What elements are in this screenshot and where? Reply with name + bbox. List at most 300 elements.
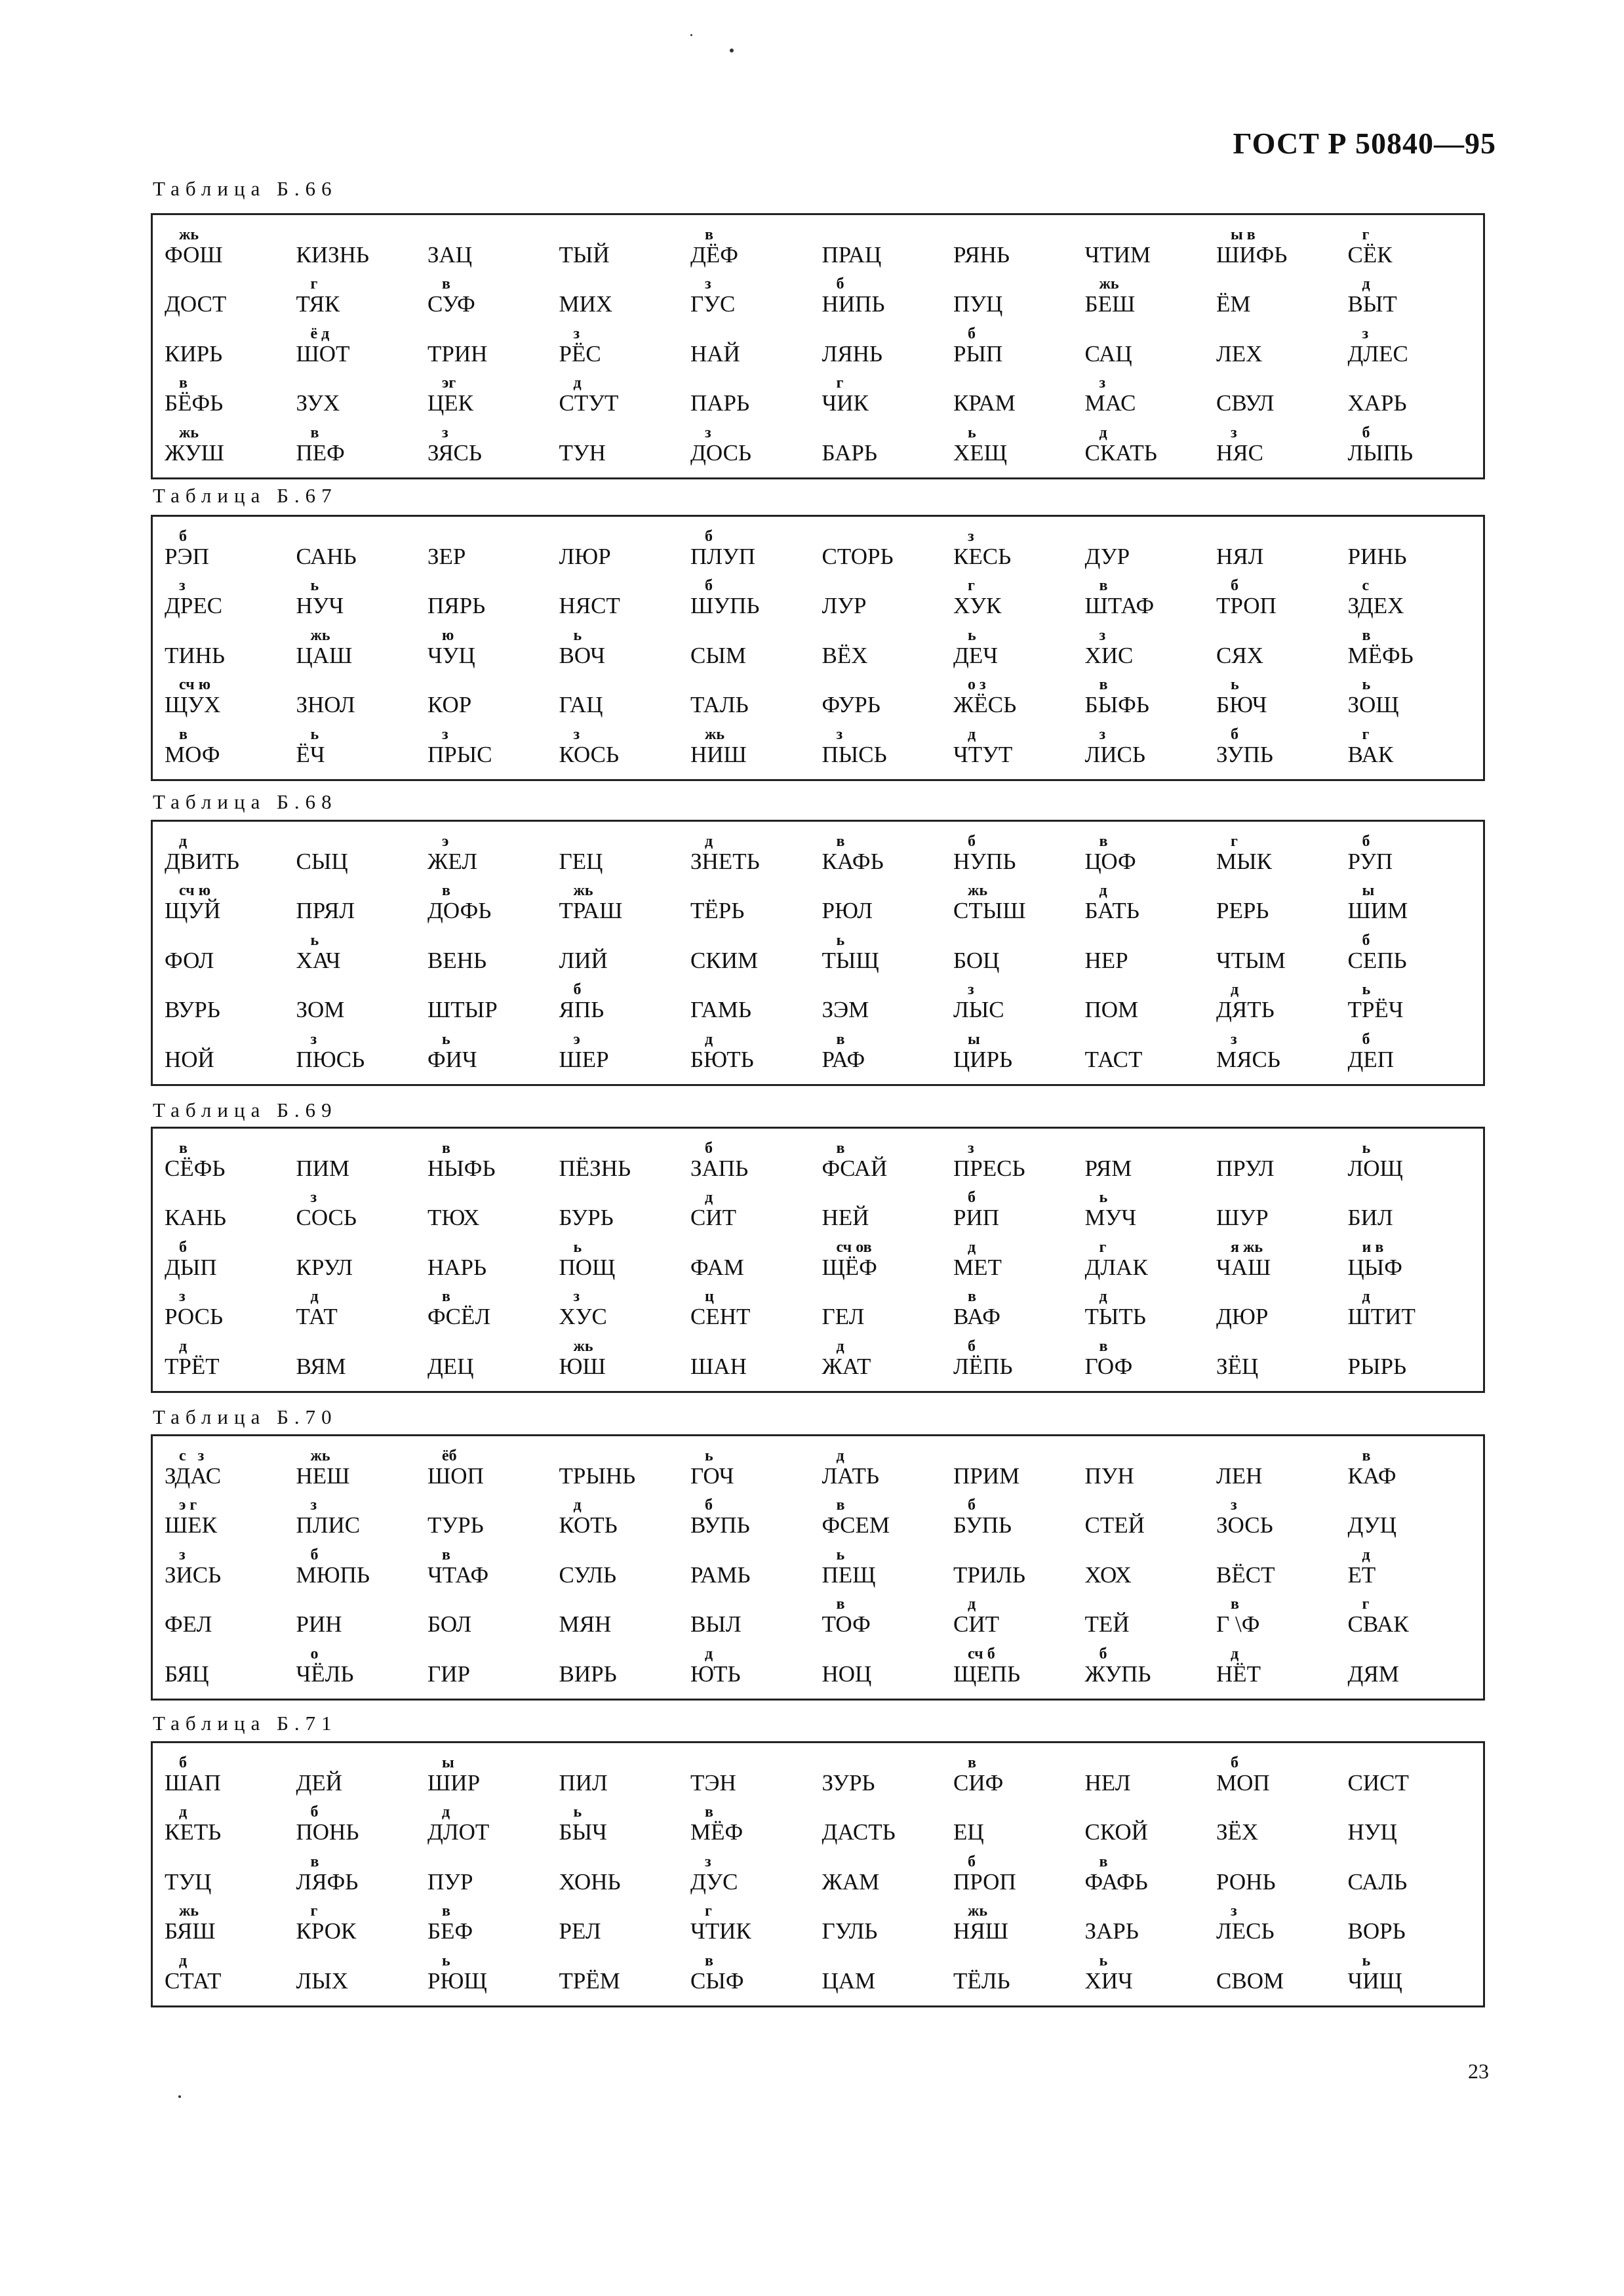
table-cell (1216, 1234, 1348, 1284)
test-syllable: ЦЕК (427, 390, 473, 416)
test-syllable: ТЫЩ (822, 947, 879, 973)
test-syllable: ШАН (690, 1353, 747, 1379)
table-cell (690, 977, 822, 1027)
table-cell (1085, 222, 1217, 272)
phoneme-annotation (1085, 1755, 1099, 1771)
test-syllable: ВЁХ (822, 642, 868, 668)
phoneme-annotation: ь (573, 1803, 582, 1821)
test-syllable: МУЧ (1084, 1205, 1137, 1231)
test-syllable: НЫФЬ (427, 1155, 496, 1181)
phoneme-annotation: з (573, 325, 580, 342)
phoneme-annotation: в (1231, 1596, 1239, 1613)
phoneme-annotation: з (1231, 1030, 1237, 1048)
phoneme-annotation (953, 276, 968, 292)
phoneme-annotation: д (705, 1645, 713, 1662)
test-syllable: ШТЫР (427, 997, 498, 1023)
test-syllable: ТРАШ (559, 898, 623, 924)
test-syllable: МЯСЬ (1216, 1046, 1280, 1072)
test-syllable: ЛАТЬ (822, 1462, 879, 1489)
phoneme-annotation (1348, 1854, 1362, 1870)
test-syllable: ХУК (953, 593, 1002, 619)
table-cell (559, 927, 691, 977)
test-syllable: РИНЬ (1347, 543, 1407, 569)
table-cell (1348, 1493, 1480, 1542)
phoneme-annotation (427, 1190, 442, 1205)
test-syllable: ТЫТЬ (1084, 1304, 1146, 1330)
table-cell (559, 222, 691, 272)
table-cell (427, 977, 559, 1027)
test-syllable: ПЛИС (296, 1512, 361, 1539)
table-cell (1348, 672, 1480, 722)
table-cell (1348, 878, 1480, 928)
table-cell (296, 1333, 428, 1383)
table-cell (690, 672, 822, 722)
test-syllable: МИХ (559, 291, 613, 317)
phoneme-annotation: ь (1099, 1952, 1108, 1969)
phoneme-annotation: жь (179, 1903, 199, 1920)
table-cell (953, 1135, 1085, 1185)
test-syllable: ТАТ (296, 1304, 338, 1330)
test-syllable: ТРЁМ (559, 1967, 620, 1994)
table-cell (690, 1948, 822, 1998)
phoneme-annotation: жь (310, 626, 330, 644)
table-cell (1085, 1284, 1217, 1334)
test-syllable: КЕТЬ (165, 1819, 222, 1845)
test-syllable: КРАМ (953, 390, 1016, 416)
phoneme-annotation: б (1362, 931, 1370, 949)
phoneme-annotation: з (836, 725, 843, 743)
table-cell (1348, 1443, 1480, 1493)
test-syllable: ЗОМ (296, 997, 345, 1023)
syllable-table (151, 1741, 1485, 2007)
phoneme-annotation: з (179, 577, 186, 595)
table-cell (296, 828, 428, 878)
phoneme-annotation (953, 1547, 968, 1563)
table-cell (1085, 420, 1217, 470)
table-cell (559, 1234, 691, 1284)
phoneme-annotation: б (705, 527, 713, 545)
table-cell (1085, 1641, 1217, 1691)
test-syllable: БЕШ (1084, 291, 1136, 317)
phoneme-annotation: д (179, 832, 188, 850)
test-syllable: СИСТ (1347, 1769, 1409, 1796)
test-syllable: РИН (296, 1611, 342, 1638)
table-cell (427, 622, 559, 672)
test-syllable: ДАСТЬ (822, 1819, 896, 1845)
table-cell (1085, 878, 1217, 928)
table-cell (559, 1750, 691, 1800)
table-cell (1348, 222, 1480, 272)
table-caption: Таблица Б.68 (153, 790, 338, 813)
test-syllable: ЛЮР (559, 543, 611, 569)
phoneme-annotation: б (1362, 832, 1370, 850)
test-syllable: ЗАЦ (427, 241, 473, 268)
test-syllable: БЯЦ (165, 1661, 209, 1687)
phoneme-annotation (559, 1903, 574, 1919)
phoneme-annotation (1216, 933, 1231, 948)
test-syllable: НОЙ (165, 1046, 214, 1072)
phoneme-annotation: з (179, 1288, 186, 1306)
test-syllable: СКОЙ (1084, 1819, 1148, 1845)
test-syllable: РЫП (953, 340, 1003, 367)
table-cell (427, 1333, 559, 1383)
phoneme-annotation: з (179, 1546, 186, 1563)
table-cell (953, 1493, 1085, 1542)
test-syllable: ХАРЬ (1347, 390, 1407, 416)
table-cell (1085, 1026, 1217, 1076)
test-syllable: ТОФ (822, 1611, 871, 1638)
phoneme-annotation (1085, 1497, 1099, 1513)
table-cell (1348, 622, 1480, 672)
table-cell (559, 1026, 691, 1076)
table-cell (953, 622, 1085, 672)
test-syllable: РИП (953, 1205, 1000, 1231)
test-syllable: ХИС (1084, 642, 1134, 668)
phoneme-annotation: д (968, 1596, 976, 1613)
table-cell (559, 573, 691, 623)
test-syllable: РЁС (559, 340, 601, 367)
phoneme-annotation: д (705, 1030, 713, 1048)
test-syllable: ТЁЛЬ (953, 1967, 1010, 1994)
table-cell (1085, 672, 1217, 722)
phoneme-annotation: и в (1362, 1238, 1384, 1256)
phoneme-annotation: д (179, 1952, 188, 1969)
phoneme-annotation (953, 1953, 968, 1969)
table-cell (690, 222, 822, 272)
test-syllable: ГЕЛ (822, 1304, 865, 1330)
test-syllable: ФСЁЛ (427, 1304, 491, 1330)
table-cell (953, 1234, 1085, 1284)
test-syllable: ХАЧ (296, 947, 341, 973)
phoneme-annotation: б (968, 1189, 976, 1207)
phoneme-annotation (1085, 1903, 1099, 1919)
table-cell (427, 878, 559, 928)
test-syllable: СЕПЬ (1347, 947, 1407, 973)
test-syllable: ПРЯЛ (296, 898, 355, 924)
table-cell (690, 721, 822, 771)
table-cell (1216, 828, 1348, 878)
table-cell (427, 573, 559, 623)
table-cell (296, 1899, 428, 1948)
phoneme-annotation (953, 375, 968, 391)
test-syllable: МЫК (1216, 848, 1272, 874)
table-cell (427, 1284, 559, 1334)
test-syllable: СУФ (427, 291, 475, 317)
table-cell (1348, 321, 1480, 371)
test-syllable: ГАЦ (559, 692, 603, 718)
test-syllable: ЦАМ (822, 1967, 876, 1994)
phoneme-annotation (427, 1854, 442, 1870)
table-cell (953, 1750, 1085, 1800)
test-syllable: БОЦ (953, 947, 1000, 973)
phoneme-annotation (559, 425, 574, 441)
test-syllable: ДЫП (165, 1254, 217, 1280)
table-cell (1216, 1443, 1348, 1493)
test-syllable: НЯЛ (1216, 543, 1264, 569)
table-cell (296, 222, 428, 272)
table-cell (296, 1443, 428, 1493)
table-cell (559, 272, 691, 321)
phoneme-annotation (1348, 375, 1362, 391)
table-cell (953, 1849, 1085, 1899)
test-syllable: ДОСТ (165, 291, 227, 317)
table-cell (822, 1185, 954, 1235)
phoneme-annotation (1216, 326, 1231, 342)
table-cell (690, 1750, 822, 1800)
test-syllable: ЖАТ (822, 1353, 871, 1379)
phoneme-annotation (822, 677, 837, 693)
table-cell (1348, 523, 1480, 573)
test-syllable: РАМЬ (690, 1561, 751, 1588)
phoneme-annotation: б (1231, 725, 1238, 743)
phoneme-annotation: г (1099, 1238, 1107, 1256)
scan-speck (690, 34, 692, 36)
phoneme-annotation: в (442, 1139, 450, 1157)
phoneme-annotation: жь (573, 882, 593, 900)
table-cell (165, 721, 296, 771)
test-syllable: ЦАШ (296, 642, 353, 668)
test-syllable: ЛУР (822, 593, 867, 619)
test-syllable: ГУС (690, 291, 736, 317)
phoneme-annotation: д (705, 832, 713, 850)
table-cell (559, 371, 691, 420)
table-cell (559, 321, 691, 371)
test-syllable: ДЯТЬ (1216, 997, 1275, 1023)
test-syllable: ЗУРЬ (822, 1769, 875, 1796)
phoneme-annotation (1348, 529, 1362, 544)
phoneme-annotation (296, 834, 311, 849)
table-cell (822, 222, 954, 272)
phoneme-annotation: э (442, 832, 449, 850)
phoneme-annotation (1085, 982, 1099, 997)
phoneme-annotation (559, 1190, 574, 1205)
test-syllable: ТУЦ (165, 1868, 212, 1895)
test-syllable: ПАРЬ (690, 390, 750, 416)
test-syllable: КОТЬ (559, 1512, 618, 1539)
phoneme-annotation (1216, 1140, 1231, 1156)
table-cell (165, 977, 296, 1027)
phoneme-annotation: в (1099, 832, 1108, 850)
test-syllable: ПУЦ (953, 291, 1003, 317)
phoneme-annotation: в (1099, 1337, 1108, 1355)
phoneme-annotation: б (1099, 1645, 1107, 1662)
phoneme-annotation: б (968, 832, 976, 850)
test-syllable: НИШ (690, 741, 747, 767)
test-syllable: КАФЬ (822, 848, 884, 874)
test-syllable: ПРОП (953, 1868, 1016, 1895)
test-syllable: ПИЛ (559, 1769, 608, 1796)
phoneme-annotation (559, 1953, 574, 1969)
test-syllable: БУРЬ (559, 1205, 614, 1231)
test-syllable: НУЦ (1347, 1819, 1397, 1845)
test-syllable: ФОШ (165, 241, 223, 268)
table-cell (1216, 1899, 1348, 1948)
test-syllable: ЗЁЦ (1216, 1353, 1259, 1379)
table-cell (1085, 1185, 1217, 1235)
phoneme-annotation (822, 883, 837, 898)
phoneme-annotation: я жь (1231, 1238, 1263, 1256)
phoneme-annotation: ц (705, 1288, 714, 1306)
test-syllable: РУП (1347, 848, 1393, 874)
table-cell (559, 977, 691, 1027)
table-cell (427, 721, 559, 771)
test-syllable: ДЛАК (1084, 1254, 1148, 1280)
test-syllable: ТУРЬ (427, 1512, 484, 1539)
phoneme-annotation (953, 1804, 968, 1820)
table-cell (559, 1641, 691, 1691)
test-syllable: КОР (427, 692, 472, 718)
table-cell (296, 573, 428, 623)
table-cell (1085, 828, 1217, 878)
table-cell (953, 1641, 1085, 1691)
phoneme-annotation (822, 982, 837, 997)
table-caption: Таблица Б.67 (153, 484, 338, 507)
test-syllable: ЧУЦ (427, 642, 475, 668)
test-syllable: ЁЧ (296, 741, 325, 767)
test-syllable: ЖАМ (822, 1868, 880, 1895)
table-cell (427, 371, 559, 420)
phoneme-annotation (559, 227, 574, 243)
phoneme-annotation: ь (1099, 1189, 1108, 1207)
table-cell (296, 1234, 428, 1284)
phoneme-annotation (690, 677, 705, 693)
table-cell (1085, 1849, 1217, 1899)
table-cell (1348, 1592, 1480, 1641)
table-cell (1348, 1185, 1480, 1235)
phoneme-annotation: в (836, 1139, 845, 1157)
test-syllable: ПОНЬ (296, 1819, 359, 1845)
table-cell (559, 1542, 691, 1592)
test-syllable: НЕР (1084, 947, 1128, 973)
phoneme-annotation (1216, 276, 1231, 292)
test-syllable: ШИР (427, 1769, 481, 1796)
test-syllable: ЗЕР (427, 543, 466, 569)
table-cell (1216, 1800, 1348, 1849)
phoneme-annotation (559, 1596, 574, 1612)
test-syllable: СИТ (690, 1205, 736, 1231)
phoneme-annotation: б (968, 1337, 976, 1355)
phoneme-annotation: б (1362, 1030, 1370, 1048)
table-cell (1216, 1948, 1348, 1998)
table-cell (1085, 1899, 1217, 1948)
phoneme-annotation (1085, 529, 1099, 544)
test-syllable: СЫМ (690, 642, 746, 668)
phoneme-annotation (165, 1190, 179, 1205)
phoneme-annotation (1216, 1289, 1231, 1304)
table-cell (296, 371, 428, 420)
phoneme-annotation: в (705, 1952, 713, 1969)
test-syllable: МОФ (165, 741, 220, 767)
test-syllable: ЛЕСЬ (1216, 1918, 1275, 1944)
table-cell (296, 1800, 428, 1849)
test-syllable: ЗАРЬ (1084, 1918, 1139, 1944)
phoneme-annotation: в (1099, 676, 1108, 694)
test-syllable: ЁМ (1216, 291, 1251, 317)
phoneme-annotation: б (1231, 577, 1238, 595)
phoneme-annotation: жь (310, 1447, 330, 1464)
phoneme-annotation (1085, 1448, 1099, 1464)
phoneme-annotation: б (573, 981, 582, 999)
table-cell (953, 222, 1085, 272)
test-syllable: ВЁСТ (1216, 1561, 1275, 1588)
table-cell (1085, 272, 1217, 321)
test-syllable: ТАСТ (1084, 1046, 1143, 1072)
phoneme-annotation: г (1362, 725, 1370, 743)
phoneme-annotation: д (1362, 1546, 1370, 1563)
test-syllable: КОСЬ (559, 741, 620, 767)
phoneme-annotation (822, 628, 837, 643)
table-cell (1216, 222, 1348, 272)
table-cell (690, 1542, 822, 1592)
test-syllable: РЮЛ (822, 898, 873, 924)
phoneme-annotation: з (705, 275, 711, 293)
phoneme-annotation: в (310, 424, 319, 441)
table-cell (559, 1899, 691, 1948)
table-cell (1348, 1849, 1480, 1899)
table-cell (427, 222, 559, 272)
phoneme-annotation: з (1362, 325, 1369, 342)
test-syllable: ШЕК (165, 1512, 218, 1539)
phoneme-annotation (953, 933, 968, 948)
test-syllable: ПЯРЬ (427, 593, 486, 619)
table-cell (822, 1443, 954, 1493)
test-syllable: БЮТЬ (690, 1046, 754, 1072)
test-syllable: ЧТУТ (953, 741, 1013, 767)
test-syllable: КИЗНЬ (296, 241, 370, 268)
table-cell (690, 321, 822, 371)
table-cell (953, 672, 1085, 722)
test-syllable: СОСЬ (296, 1205, 357, 1231)
phoneme-annotation (165, 1032, 179, 1047)
table-cell (427, 1899, 559, 1948)
test-syllable: СИФ (953, 1769, 1004, 1796)
phoneme-annotation: д (1362, 275, 1370, 293)
test-syllable: ВАК (1347, 741, 1394, 767)
table-cell (165, 878, 296, 928)
table-cell (296, 1592, 428, 1641)
table-cell (1085, 573, 1217, 623)
test-syllable: БАРЬ (822, 439, 877, 466)
phoneme-annotation: в (968, 1754, 976, 1771)
test-syllable: ДЕЦ (427, 1353, 474, 1379)
phoneme-annotation (296, 227, 311, 243)
phoneme-annotation: в (836, 1497, 845, 1514)
table-cell (822, 1135, 954, 1185)
test-syllable: ПЛУП (690, 543, 756, 569)
table-cell (822, 1542, 954, 1592)
test-syllable: КРОК (296, 1918, 357, 1944)
phoneme-annotation: д (1231, 1645, 1239, 1662)
test-syllable: ХУС (559, 1304, 607, 1330)
test-syllable: ВОРЬ (1347, 1918, 1406, 1944)
test-syllable: ЧИЩ (1347, 1967, 1402, 1994)
test-syllable: РАФ (822, 1046, 865, 1072)
table-cell (1085, 1493, 1217, 1542)
table-cell (1348, 1750, 1480, 1800)
phoneme-annotation: д (573, 1497, 582, 1514)
table-cell (822, 1592, 954, 1641)
table-cell (1216, 1493, 1348, 1542)
table-cell (953, 977, 1085, 1027)
phoneme-annotation (165, 276, 179, 292)
table-cell (1216, 1284, 1348, 1334)
table-cell (165, 371, 296, 420)
table-cell (559, 1284, 691, 1334)
test-syllable: ДЛОТ (427, 1819, 490, 1845)
table-cell (165, 420, 296, 470)
test-syllable: БЁФЬ (165, 390, 224, 416)
table-cell (165, 927, 296, 977)
